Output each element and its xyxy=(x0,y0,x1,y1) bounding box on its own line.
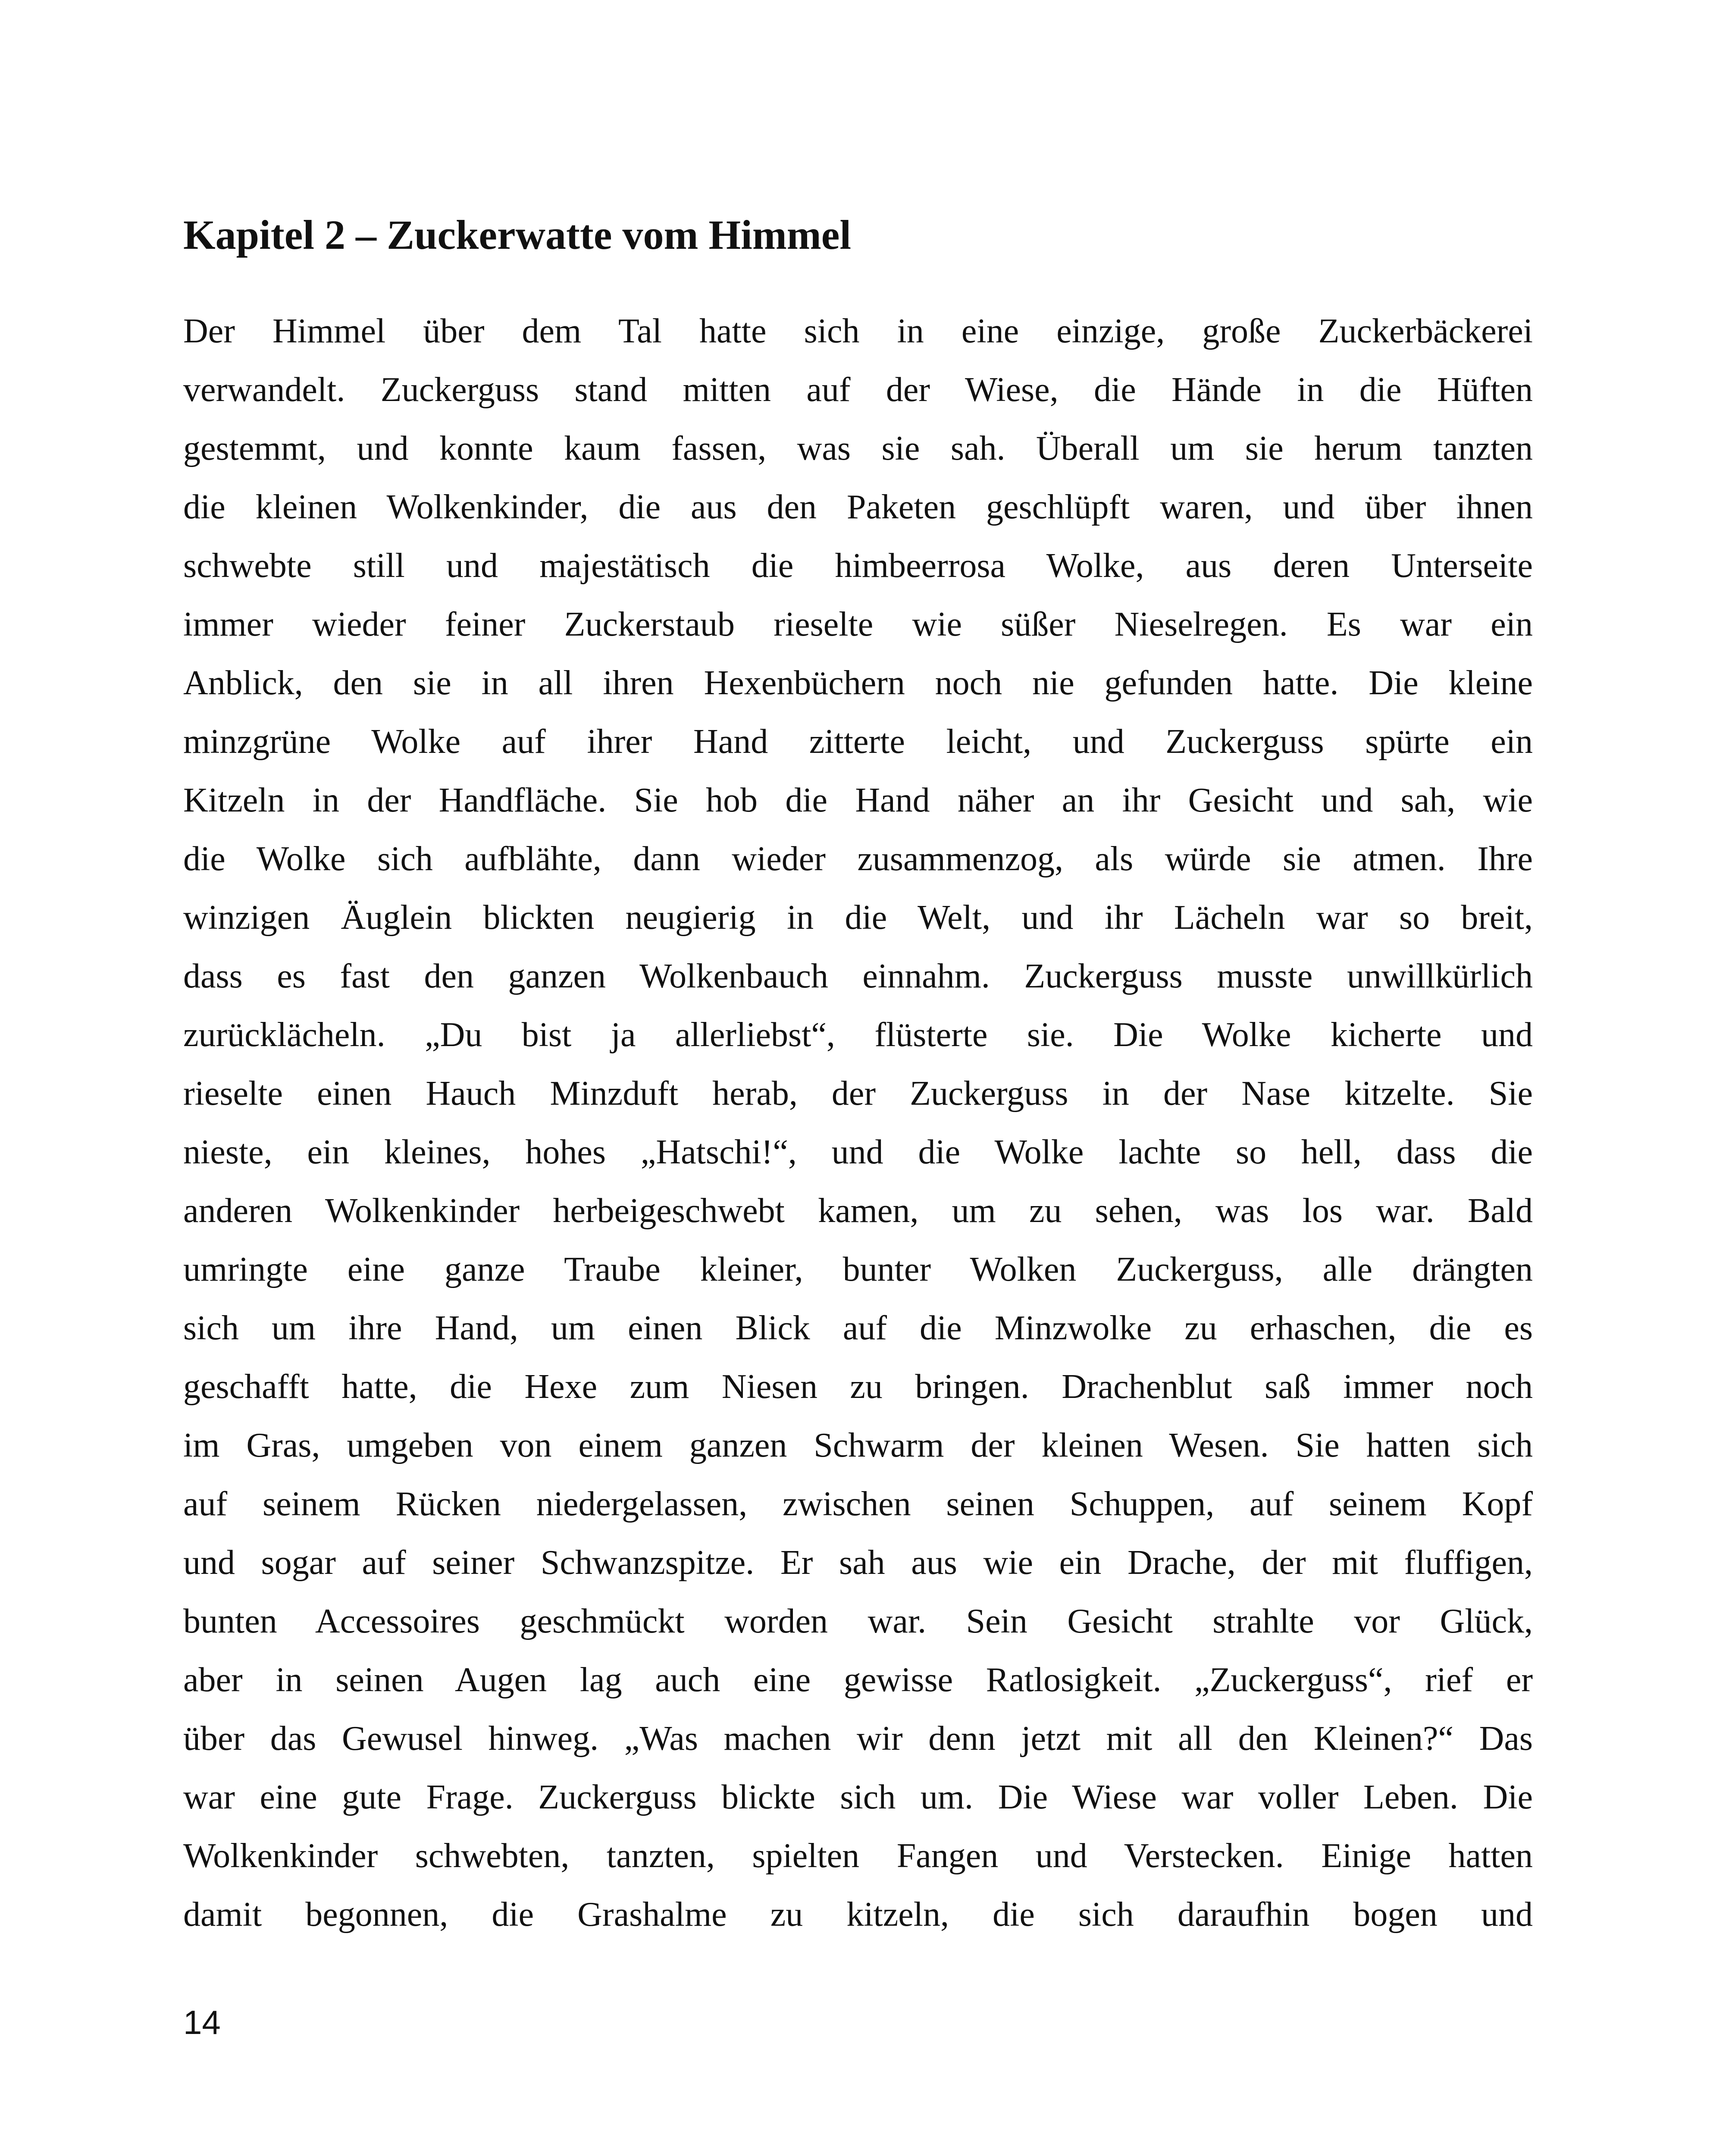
text-line: gestemmt, und konnte kaum fassen, was sie sah. Überall um sie herum tanzten xyxy=(183,429,1533,467)
text-line: sich um ihre Hand, um einen Blick auf die Minzwolke zu erhaschen, die es xyxy=(183,1309,1533,1347)
text-line: über das Gewusel hinweg. „Was machen wir denn jetzt mit all den Kleinen?“ Das xyxy=(183,1720,1533,1758)
page-number: 14 xyxy=(183,2003,221,2041)
text-line: zurücklächeln. „Du bist ja allerliebst“, flüsterte sie. Die Wolke kicherte und xyxy=(183,1016,1533,1054)
text-line: war eine gute Frage. Zuckerguss blickte sich um. Die Wiese war voller Leben. Die xyxy=(183,1778,1533,1816)
text-line: umringte eine ganze Traube kleiner, bunter Wolken Zuckerguss, alle drängten xyxy=(183,1250,1533,1288)
text-line: und sogar auf seiner Schwanzspitze. Er sah aus wie ein Drache, der mit fluffigen, xyxy=(183,1544,1533,1582)
text-line: dass es fast den ganzen Wolkenbauch einnahm. Zuckerguss musste unwillkürlich xyxy=(183,957,1533,995)
chapter-title: Kapitel 2 – Zuckerwatte vom Himmel xyxy=(183,212,852,258)
body-text xyxy=(183,302,1533,1944)
text-line: nieste, ein kleines, hohes „Hatschi!“, und die Wolke lachte so hell, dass die xyxy=(183,1133,1533,1171)
text-line: Der Himmel über dem Tal hatte sich in eine einzige, große Zuckerbäckerei xyxy=(183,312,1533,350)
text-line: winzigen Äuglein blickten neugierig in die Welt, und ihr Lächeln war so breit, xyxy=(183,899,1533,937)
text-line: verwandelt. Zuckerguss stand mitten auf der Wiese, die Hände in die Hüften xyxy=(183,371,1533,409)
text-line: geschafft hatte, die Hexe zum Niesen zu bringen. Drachenblut saß immer noch xyxy=(183,1368,1533,1406)
text-line: aber in seinen Augen lag auch eine gewisse Ratlosigkeit. „Zuckerguss“, rief er xyxy=(183,1661,1533,1699)
text-line: die kleinen Wolkenkinder, die aus den Paketen geschlüpft waren, und über ihnen xyxy=(183,488,1533,526)
text-line: Wolkenkinder schwebten, tanzten, spielten Fangen und Verstecken. Einige hatten xyxy=(183,1837,1533,1875)
text-line: rieselte einen Hauch Minzduft herab, der Zuckerguss in der Nase kitzelte. Sie xyxy=(183,1075,1533,1112)
text-line: damit begonnen, die Grashalme zu kitzeln, die sich daraufhin bogen und xyxy=(183,1896,1533,1934)
text-line: im Gras, umgeben von einem ganzen Schwarm der kleinen Wesen. Sie hatten sich xyxy=(183,1426,1533,1464)
text-line: schwebte still und majestätisch die himbeerrosa Wolke, aus deren Unterseite xyxy=(183,547,1533,585)
text-line: Kitzeln in der Handfläche. Sie hob die Hand näher an ihr Gesicht und sah, wie xyxy=(183,781,1533,819)
text-line: bunten Accessoires geschmückt worden war. Sein Gesicht strahlte vor Glück, xyxy=(183,1602,1533,1640)
text-line: minzgrüne Wolke auf ihrer Hand zitterte leicht, und Zuckerguss spürte ein xyxy=(183,723,1533,761)
text-line: auf seinem Rücken niedergelassen, zwischen seinen Schuppen, auf seinem Kopf xyxy=(183,1485,1533,1523)
text-line: die Wolke sich aufblähte, dann wieder zusammenzog, als würde sie atmen. Ihre xyxy=(183,840,1533,878)
text-line: anderen Wolkenkinder herbeigeschwebt kamen, um zu sehen, was los war. Bald xyxy=(183,1192,1533,1230)
text-line: immer wieder feiner Zuckerstaub rieselte wie süßer Nieselregen. Es war ein xyxy=(183,605,1533,643)
text-line: Anblick, den sie in all ihren Hexenbüchern noch nie gefunden hatte. Die kleine xyxy=(183,664,1533,702)
